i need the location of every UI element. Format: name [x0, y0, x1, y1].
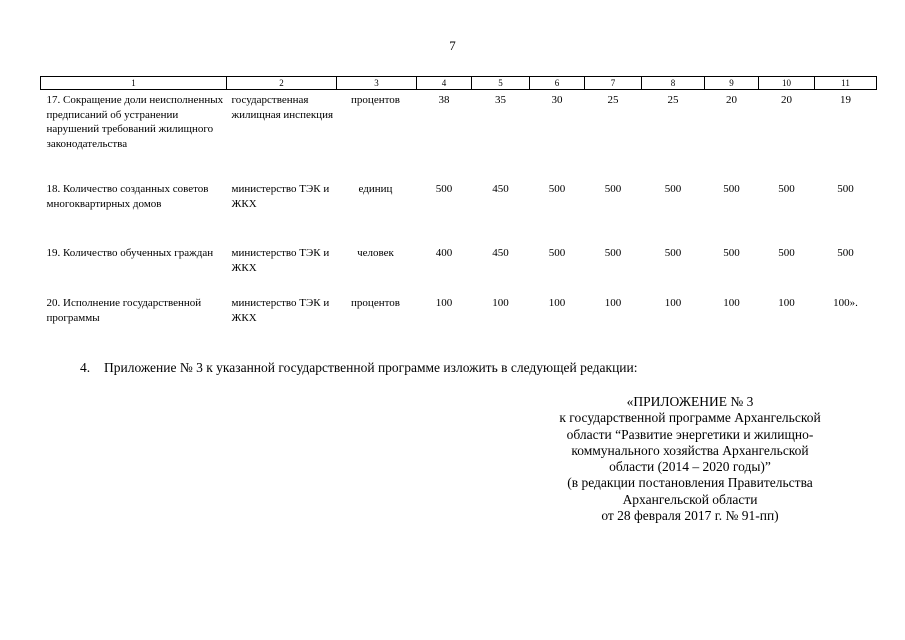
column-header: 5 [472, 77, 530, 90]
appendix-header-line: «ПРИЛОЖЕНИЕ № 3 [626, 394, 754, 409]
indicator-name: 18. Количество созданных советов многоквартирных домов [46, 183, 209, 210]
value-cell: 100 [548, 297, 566, 309]
value-cell: 450 [492, 247, 509, 259]
indicator-name: 20. Исполнение государственной программы [46, 297, 202, 324]
value-cell: 25 [667, 94, 679, 106]
indicator-name: 17. Сокращение доли неисполненных предписаний об устранении нарушений требований жилищного законодательства [46, 94, 224, 150]
value-cell: 20 [726, 94, 737, 106]
column-header: 6 [530, 77, 585, 90]
value-cell: 500 [723, 247, 740, 259]
value-cell: 500 [548, 247, 566, 259]
responsible-body: государственная жилищная инспекция [231, 94, 334, 121]
indicators-table [40, 76, 877, 330]
responsible-body: министерство ТЭК и ЖКХ [231, 247, 330, 274]
value-cell: 500 [778, 183, 795, 195]
responsible-body: министерство ТЭК и ЖКХ [231, 183, 330, 210]
value-cell: 500 [604, 183, 622, 195]
responsible-body: министерство ТЭК и ЖКХ [231, 297, 330, 324]
value-cell: 100 [435, 297, 453, 309]
appendix-header-line: к государственной программе Архангельской [559, 410, 821, 426]
appendix-header-line: (в редакции постановления Правительства [567, 475, 813, 491]
table-row [41, 293, 877, 330]
unit-cell: единиц [358, 183, 393, 195]
amendment-paragraph [80, 360, 638, 376]
table-row [41, 90, 877, 180]
value-cell: 100 [723, 297, 740, 309]
column-header: 10 [759, 77, 815, 90]
appendix-header-line: Архангельской области [622, 491, 758, 507]
appendix-header [520, 394, 860, 524]
value-cell: 30 [551, 94, 563, 106]
column-header: 9 [705, 77, 759, 90]
column-header: 1 [41, 77, 227, 90]
value-cell: 100». [833, 297, 858, 309]
column-header: 3 [337, 77, 417, 90]
value-cell: 500 [723, 183, 740, 195]
value-cell: 500 [548, 183, 566, 195]
appendix-header-line: области “Развитие энергетики и жилищно- [566, 426, 814, 442]
column-header: 4 [417, 77, 472, 90]
value-cell: 450 [492, 183, 509, 195]
value-cell: 25 [607, 94, 619, 106]
unit-cell: человек [357, 247, 394, 259]
appendix-header-line: от 28 февраля 2017 г. № 91-пп) [601, 508, 779, 524]
value-cell: 500 [435, 183, 453, 195]
value-cell: 38 [438, 94, 450, 106]
paragraph-number: 4. [80, 360, 91, 375]
value-cell: 500 [778, 247, 795, 259]
value-cell: 35 [495, 94, 506, 106]
value-cell: 19 [840, 94, 851, 106]
value-cell: 100 [492, 297, 509, 309]
appendix-header-line: области (2014 – 2020 годы)” [609, 459, 771, 475]
value-cell: 500 [837, 247, 854, 259]
table-row [41, 243, 877, 293]
unit-cell: процентов [351, 297, 400, 309]
column-header: 7 [585, 77, 642, 90]
paragraph-text: Приложение № 3 к указанной государственной программе изложить в следующей редакции: [104, 360, 638, 375]
value-cell: 100 [604, 297, 622, 309]
table-header-row [41, 77, 877, 90]
value-cell: 20 [781, 94, 792, 106]
value-cell: 100 [778, 297, 795, 309]
column-header: 11 [815, 77, 877, 90]
value-cell: 500 [837, 183, 854, 195]
value-cell: 500 [604, 247, 622, 259]
column-header: 2 [227, 77, 337, 90]
table-row [41, 179, 877, 243]
indicator-name: 19. Количество обученных граждан [46, 247, 214, 259]
value-cell: 100 [664, 297, 682, 309]
unit-cell: процентов [351, 94, 400, 106]
page-number: 7 [449, 38, 456, 53]
value-cell: 400 [435, 247, 453, 259]
value-cell: 500 [664, 183, 682, 195]
appendix-header-line: коммунального хозяйства Архангельской [571, 442, 809, 458]
value-cell: 500 [664, 247, 682, 259]
column-header: 8 [642, 77, 705, 90]
